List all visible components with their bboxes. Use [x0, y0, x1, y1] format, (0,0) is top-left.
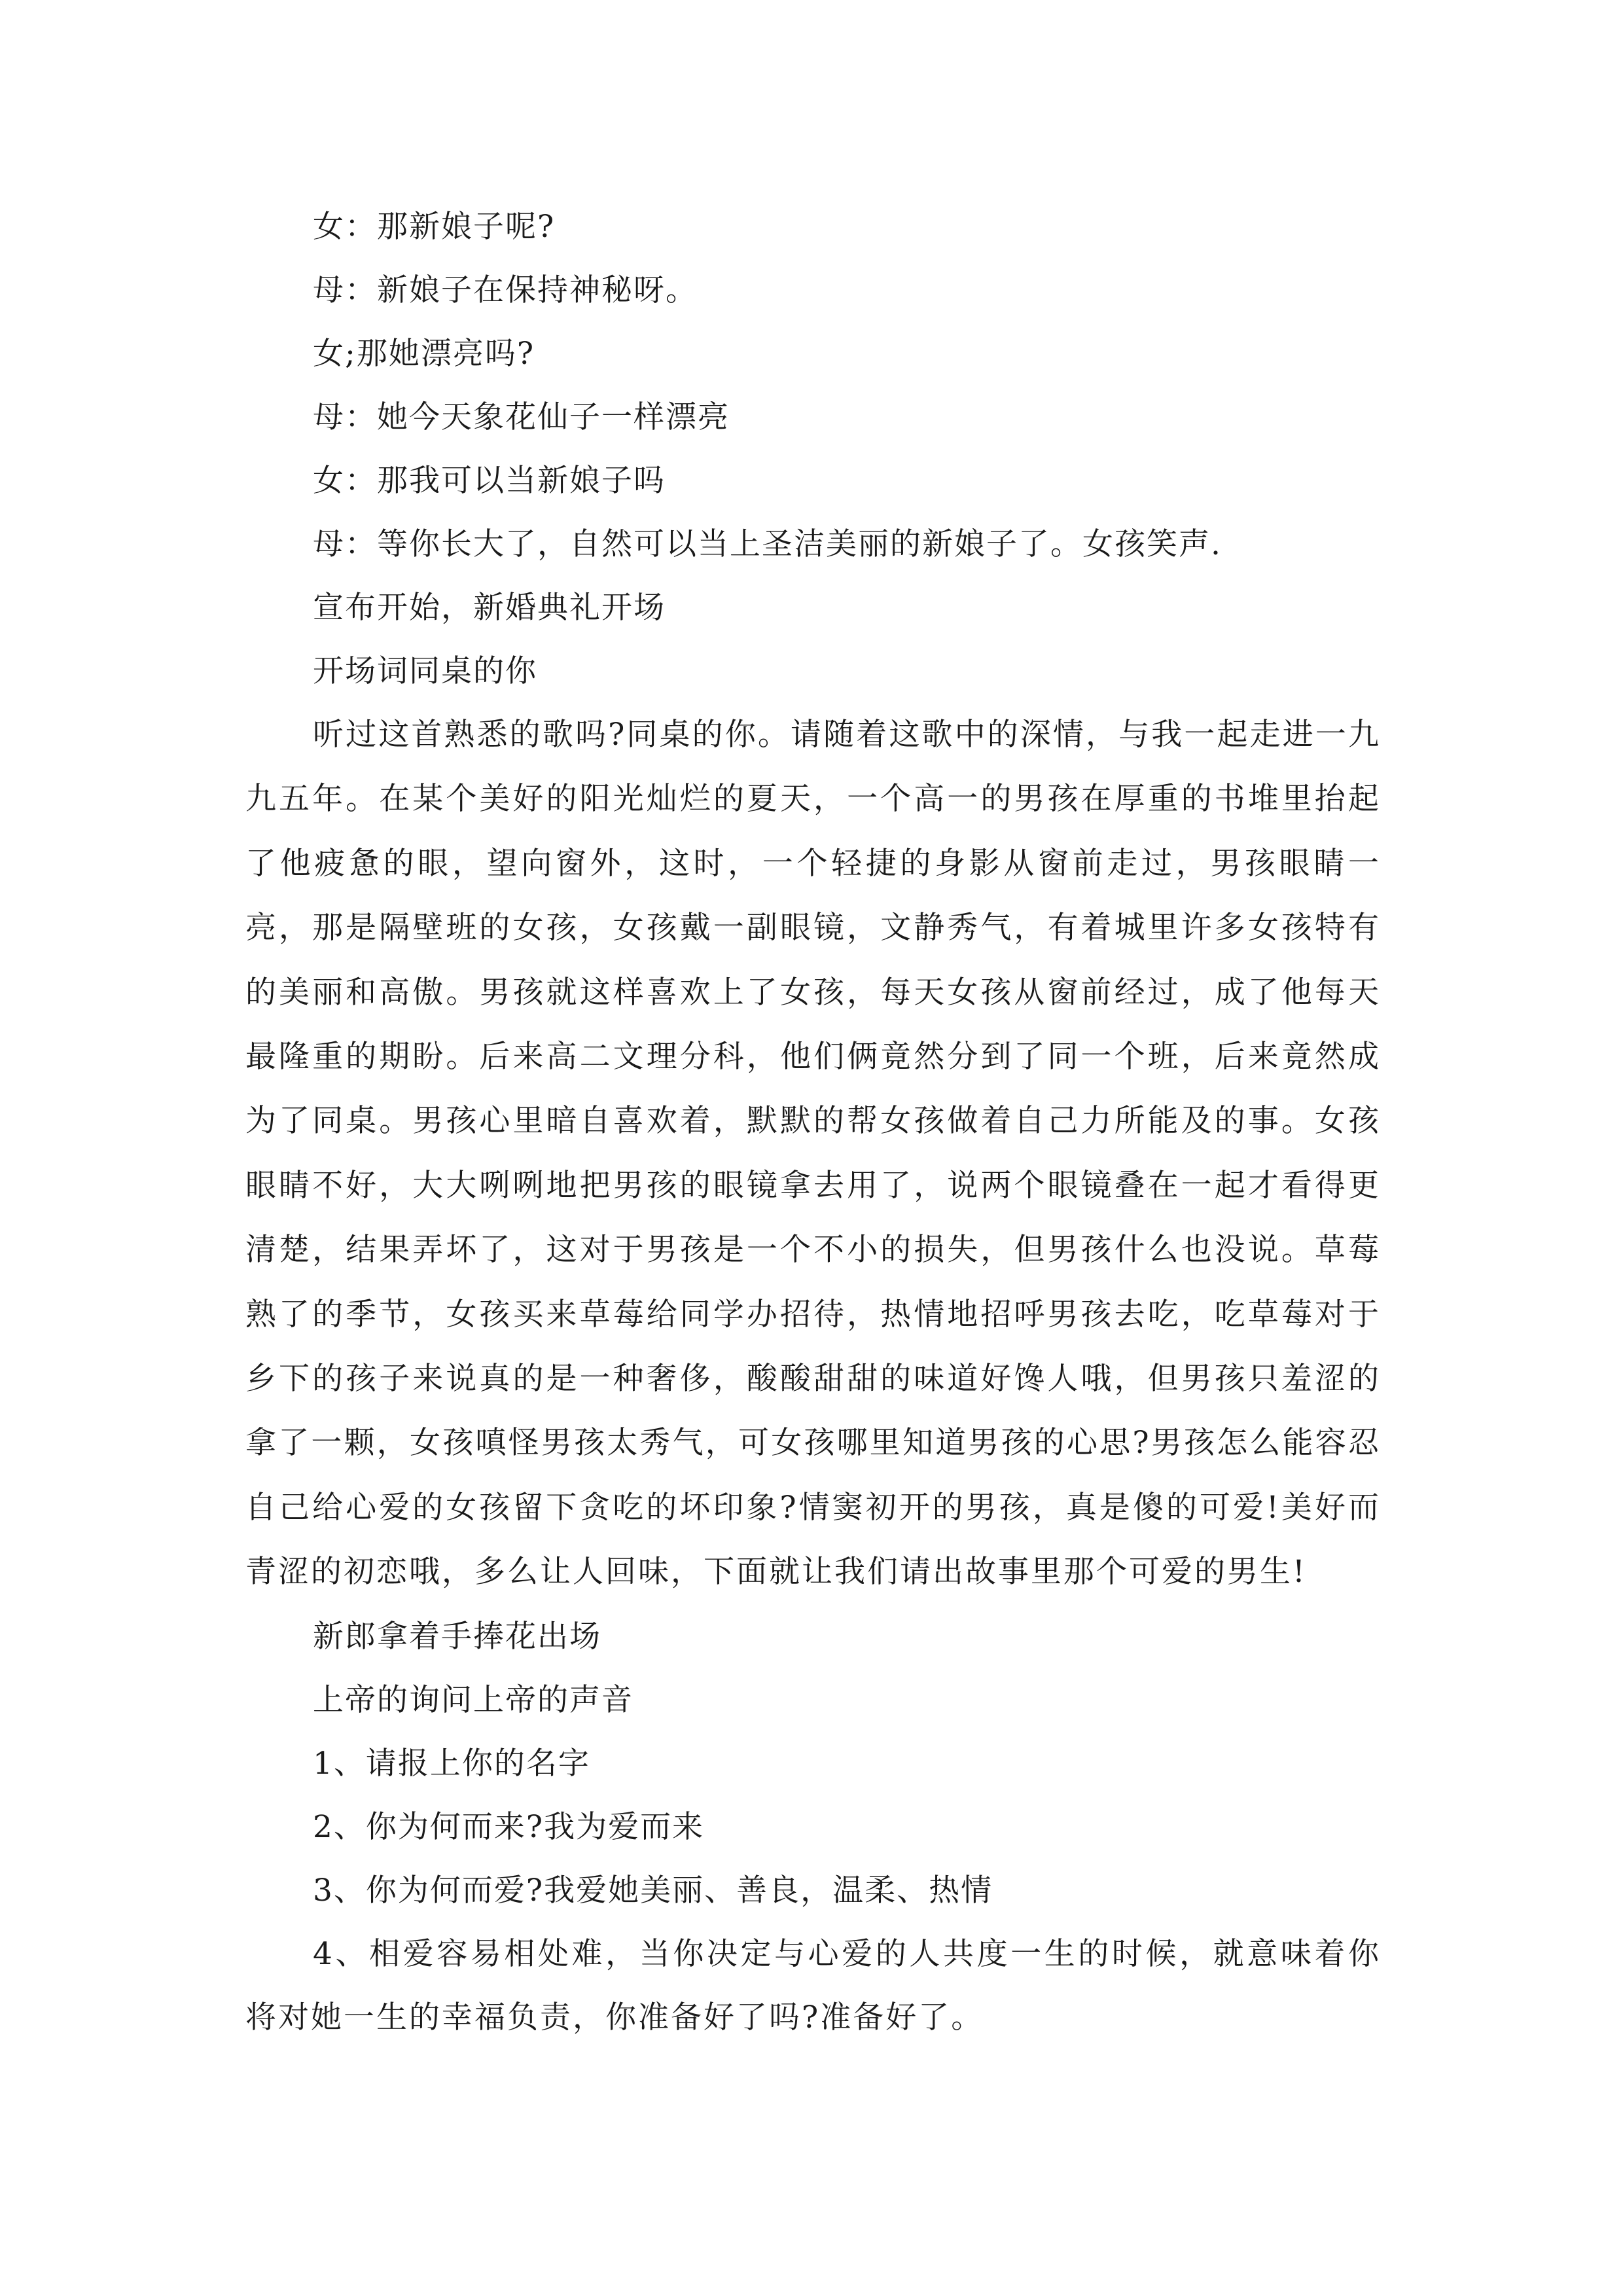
section-heading: 开场词同桌的你	[313, 653, 537, 689]
stage-direction: 新郎拿着手捧花出场	[313, 1618, 601, 1655]
question-item: 3、你为何而爱?我爱她美丽、善良，温柔、热情	[313, 1872, 993, 1909]
question-item: 1、请报上你的名字	[313, 1745, 590, 1782]
dialogue-line: 女：那我可以当新娘子吗	[313, 463, 666, 499]
ceremony-announcement: 宣布开始，新婚典礼开场	[313, 590, 666, 626]
dialogue-line: 女：那新娘子呢?	[313, 209, 556, 245]
question-item: 2、你为何而来?我为爱而来	[313, 1808, 705, 1845]
question-item: 4、相爱容易相处难，当你决定与心爱的人共度一生的时候，就意味着你将对她一生的幸福负责，你准备好了吗?准备好了。	[245, 1935, 1381, 2036]
dialogue-line: 母：新娘子在保持神秘呀。	[313, 272, 698, 308]
story-paragraph: 听过这首熟悉的歌吗?同桌的你。请随着这歌中的深情，与我一起走进一九九五年。在某个美好的阳光灿烂的夏天，一个高一的男孩在厚重的书堆里抬起了他疲惫的眼，望向窗外，这时，一个轻捷的身影从窗前走过，男孩眼睛一亮，那是隔壁班的女孩，女孩戴一副眼镜，文静秀气，有着城里许多女孩特有的美丽和高傲。男孩就这样喜欢上了女孩，每天女孩从窗前经过，成了他每天最隆重的期盼。后来高二文理分科，他们俩竟然分到了同一个班，后来竟然成为了同桌。男孩心里暗自喜欢着，默默的帮女孩做着自己力所能及的事。女孩眼睛不好，大大咧咧地把男孩的眼镜拿去用了，说两个眼镜叠在一起才看得更清楚，结果弄坏了，这对于男孩是一个不小的损失，但男孩什么也没说。草莓熟了的季节，女孩买来草莓给同学办招待，热情地招呼男孩去吃，吃草莓对于乡下的孩子来说真的是一种奢侈，酸酸甜甜的味道好馋人哦，但男孩只羞涩的拿了一颗，女孩嗔怪男孩太秀气，可女孩哪里知道男孩的心思?男孩怎么能容忍自己给心爱的女孩留下贪吃的坏印象?情窦初开的男孩，真是傻的可爱!美好而青涩的初恋哦，多么让人回味，下面就让我们请出故事里那个可爱的男生!	[245, 717, 1381, 1590]
section-heading: 上帝的询问上帝的声音	[313, 1681, 633, 1718]
dialogue-line: 母：等你长大了，自然可以当上圣洁美丽的新娘子了。女孩笑声.	[313, 526, 1222, 562]
dialogue-line: 母：她今天象花仙子一样漂亮	[313, 399, 730, 435]
dialogue-line: 女;那她漂亮吗?	[313, 336, 535, 372]
document-body	[245, 195, 1381, 2049]
